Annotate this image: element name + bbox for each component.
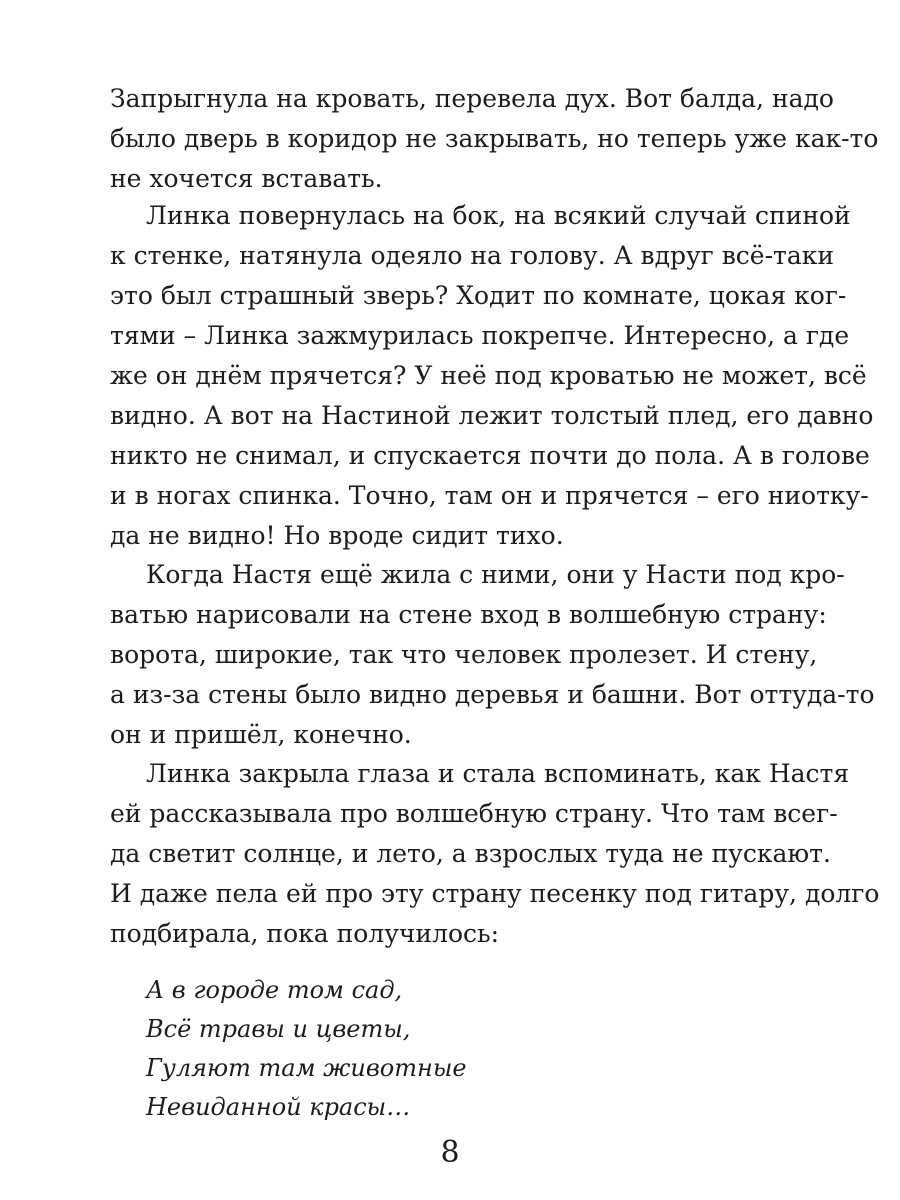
text-line: Линка закрыла глаза и стала вспоминать, как Настя [146, 759, 850, 788]
text-line: же он днём прячется? У неё под кроватью не может, всё [110, 361, 867, 390]
text-line: ей рассказывала про волшебную страну. Что там всег- [110, 799, 838, 828]
text-line: он и пришёл, конечно. [110, 720, 412, 749]
text-line: тями – Линка зажмурилась покрепче. Интересно, а где [110, 321, 850, 350]
text-line: а из-за стены было видно деревья и башни. Вот оттуда-то [110, 680, 875, 709]
text-line: не хочется вставать. [110, 164, 383, 193]
page-number: 8 [440, 1135, 460, 1170]
text-line: видно. А вот на Настиной лежит толстый плед, его давно [110, 401, 874, 430]
text-line: и в ногах спинка. Точно, там он и прячется – его ниотку- [110, 481, 869, 510]
text-line: ватью нарисовали на стене вход в волшебную страну: [110, 600, 827, 629]
text-line: Запрыгнула на кровать, перевела дух. Вот балда, надо [110, 84, 834, 113]
text-line: да светит солнце, и лето, а взрослых туда не пускают. [110, 839, 831, 868]
poem-line: А в городе том сад, [146, 976, 403, 1004]
text-line: подбирала, пока получилось: [110, 919, 500, 948]
text-line: И даже пела ей про эту страну песенку под гитару, долго [110, 879, 880, 908]
text-line: никто не снимал, и спускается почти до пола. А в голове [110, 441, 870, 470]
poem-line: Невиданной красы… [146, 1093, 411, 1121]
poem-line: Всё травы и цветы, [146, 1015, 411, 1043]
text-line: Когда Настя ещё жила с ними, они у Насти под кро- [146, 560, 845, 589]
text-line: к стенке, натянула одеяло на голову. А вдруг всё-таки [110, 241, 835, 270]
text-line: ворота, широкие, так что человек пролезет. И стену, [110, 640, 818, 669]
poem-line: Гуляют там животные [146, 1054, 467, 1082]
text-line: это был страшный зверь? Ходит по комнате, цокая ког- [110, 281, 847, 310]
text-line: да не видно! Но вроде сидит тихо. [110, 521, 564, 550]
text-line: было дверь в коридор не закрывать, но теперь уже как-то [110, 124, 879, 153]
text-line: Линка повернулась на бок, на всякий случай спиной [146, 201, 851, 230]
